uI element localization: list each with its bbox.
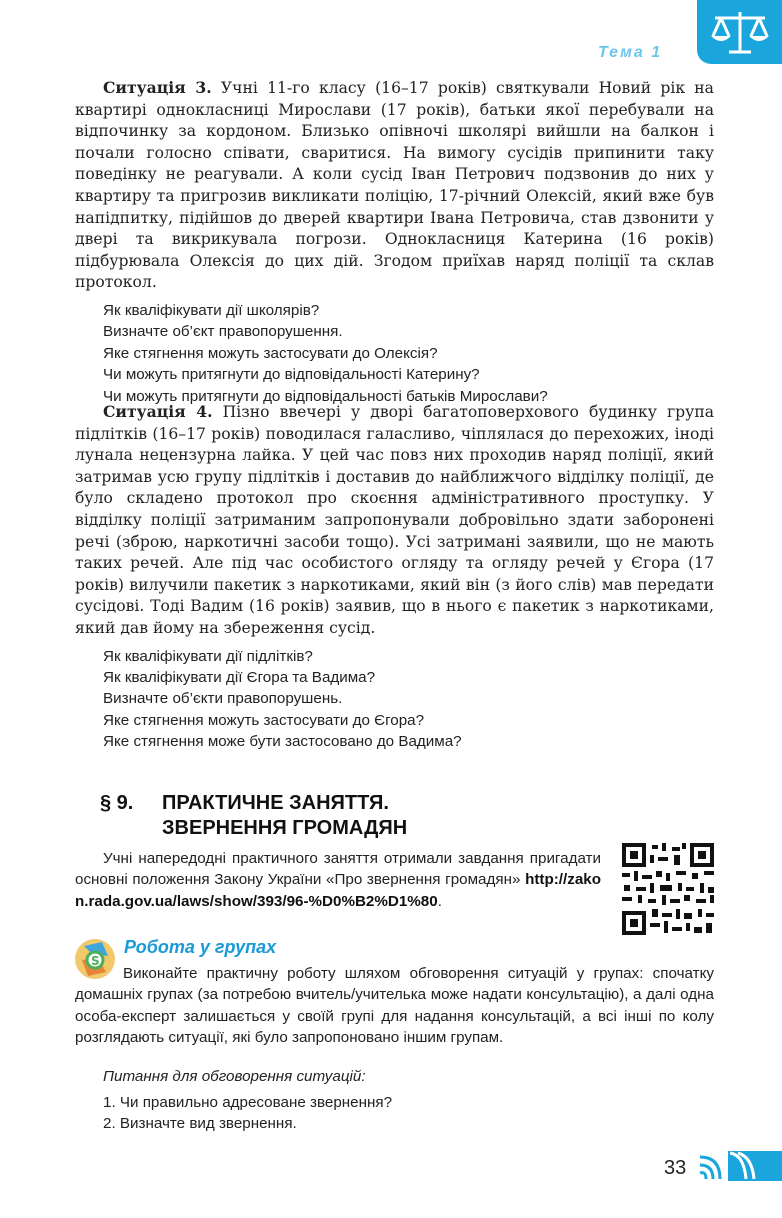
question-item: Чи можуть притягнути до відповідальності Катерину? [103, 366, 480, 384]
svg-text:S: S [91, 954, 100, 968]
question-item: Яке стягнення може бути застосовано до Вадима? [103, 733, 462, 751]
intro-end: . [437, 892, 442, 910]
section-heading [100, 791, 407, 841]
situation-4-text: Пізно ввечері у дворі багатоповерхового будинку група підлітків (16–17 років) поводилася галасливо, чіплялася до перехожих, іноді лунала нецензурна лайка. У цей час повз них проходив наряд поліції, який затримав усю групу підлітків і доставив до найближчого відділку поліції, де було складено протокол про скоєння адміністративного проступку. У відділку поліції затриманим запропонували добровільно здати заборонені речі (зброю, наркотичні засоби тощо). Усі затримані заявили, що не мають таких речей. Але під час особистого огляду та огляду речей у Єгора (17 років) вилучили пакетик з наркотиками, який він (з його слів) мав передати сусідові. Тоді Вадим (16 років) заявив, що в нього є пакетик з наркотиками, який дав йому на збереження сусід. [75, 403, 715, 637]
qr-code-icon[interactable] [622, 843, 714, 935]
discussion-title: Питання для обговорення ситуацій: [103, 1068, 366, 1085]
question-item: Яке стягнення можуть застосувати до Єгора? [103, 711, 425, 729]
discussion-item: 1. Чи правильно адресоване звернення? [103, 1094, 393, 1111]
discussion-list [103, 1092, 392, 1134]
situation-3-paragraph [75, 77, 714, 294]
question-item: Як кваліфікувати дії школярів? [103, 301, 320, 319]
page-number: 33 [664, 1157, 687, 1179]
situation-3-label: Ситуація 3. [103, 78, 212, 97]
discussion-item: 2. Визначте вид звернення. [103, 1115, 297, 1132]
situation-3-questions [103, 300, 714, 407]
situation-4-block [75, 401, 714, 753]
section-number: § 9. [100, 792, 134, 814]
question-item: Яке стягнення можуть застосувати до Олексія? [103, 344, 438, 362]
question-item: Як кваліфікувати дії підлітків? [103, 647, 313, 665]
situation-4-label: Ситуація 4. [103, 402, 213, 421]
question-item: Визначте об’єкти правопорушень. [103, 690, 343, 708]
section-title-line2: ЗВЕРНЕННЯ ГРОМАДЯН [162, 817, 408, 839]
intro-text: Учні напередодні практичного заняття отримали завдання пригадати основні положення Закону України «Про звернення громадян» [75, 850, 601, 889]
question-item: Чи можуть притягнути до відповідальності батьків Мирослави? [103, 387, 548, 405]
topic-label: Тема 1 [598, 44, 663, 61]
topic-badge [697, 0, 782, 64]
group-work-text: Виконайте практичну роботу шляхом обговорення ситуацій у групах: спочатку домашніх групах (за потребою вчитель/учителька може надати консультацію), а далі одна особа-експерт залишається у своїй групі для надання консультацій, а всі інші по колу розглядають ситуації, які було запропоновано іншим групам. [75, 965, 714, 1047]
question-item: Як кваліфікувати дії Єгора та Вадима? [103, 668, 376, 686]
situation-4-paragraph [75, 401, 714, 640]
signal-waves-icon [698, 1151, 782, 1181]
section-intro [75, 848, 601, 912]
law-link[interactable]: http://zakon.rada.gov.ua/laws/show/393/96-%D0%B2%D1%80 [75, 871, 601, 910]
situation-3-block [75, 77, 714, 407]
situation-4-questions [103, 646, 714, 753]
question-item: Визначте об’єкт правопорушення. [103, 323, 343, 341]
situation-3-text: Учні 11-го класу (16–17 років) святкували Новий рік на квартирі однокласниці Мирослави (17 років), батьки якої перебували на відпочинку за кордоном. Близько опівночі школярі вийшли на балкон і почали голосно співати, сваритися. На вимогу сусідів припинити таку поведінку не реагували. А коли сусід Іван Петрович подзвонив до них у квартиру та пригрозив викликати поліцію, 17-річний Олексій, який вже був напідпитку, підійшов до дверей квартири Івана Петровича, став дзвонити у двері та викрикувала погрози. Однокласниця Катерина (16 років) підбурювала Олексія до цих дій. Згодом приїхав наряд поліції та склав протокол. [75, 79, 714, 292]
scales-of-justice-icon [707, 8, 773, 58]
section-title-line1: ПРАКТИЧНЕ ЗАНЯТТЯ. [162, 792, 389, 814]
group-work-title: Робота у групах [124, 937, 277, 957]
